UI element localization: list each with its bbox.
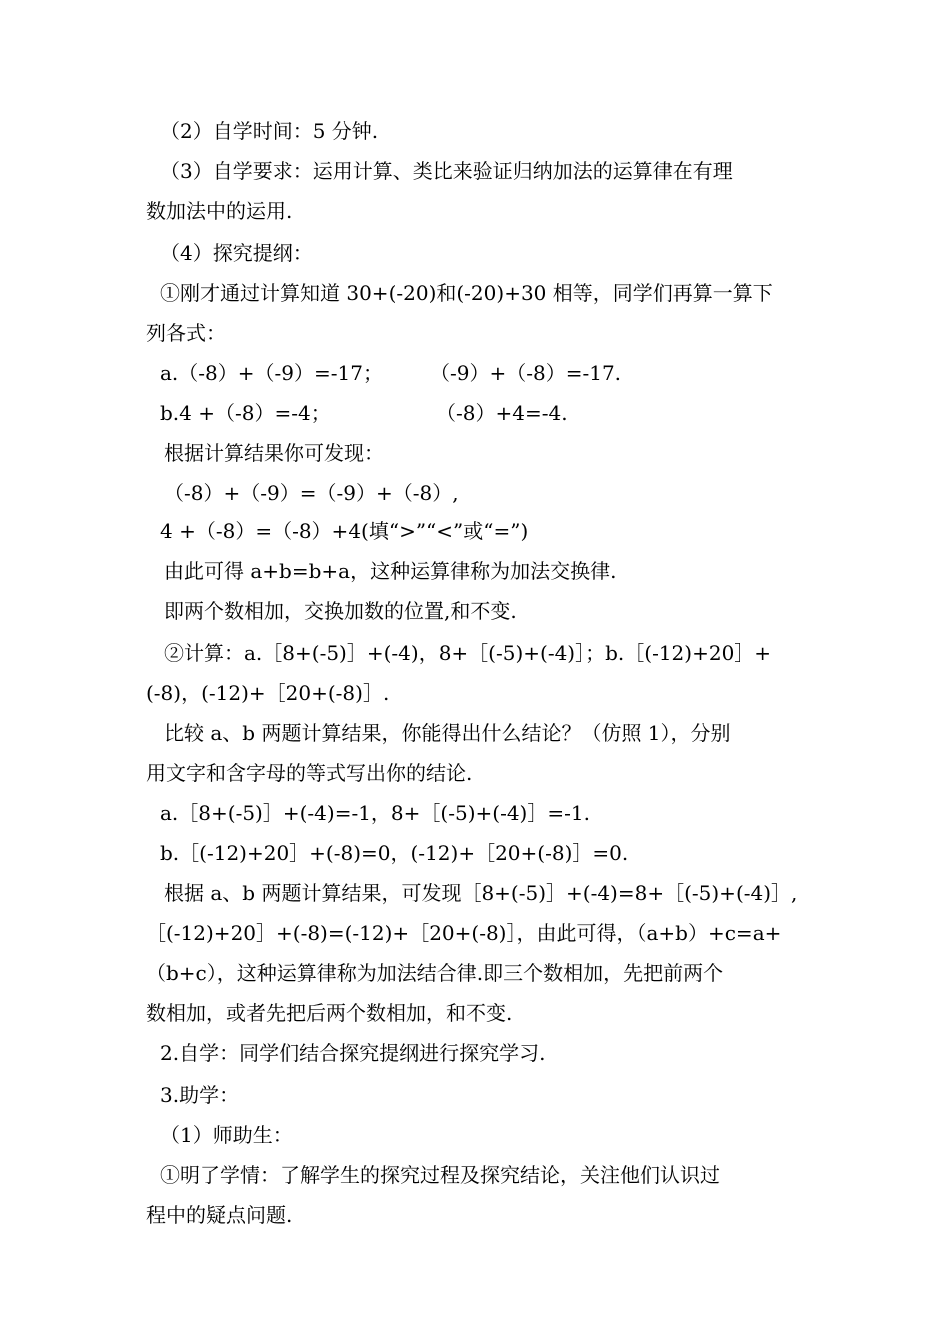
text-line: a.（-8）+（-9）=-17； — [160, 361, 383, 385]
text-line: b.［(-12)+20］+(-8)=0，(-12)+［20+(-8)］=0. — [160, 841, 629, 865]
text-line: （-8）+（-9）=（-9）+（-8）, — [164, 481, 459, 505]
text-line: 4 +（-8）=（-8）+4(填“>”“<”或“=”) — [160, 519, 529, 543]
text-line: （b+c），这种运算律称为加法结合律.即三个数相加，先把前两个 — [146, 961, 724, 985]
text-line: (-8)，(-12)+［20+(-8)］. — [146, 681, 390, 705]
text-line: ①刚才通过计算知道 30+(-20)和(-20)+30 相等，同学们再算一算下 — [160, 281, 773, 305]
text-line: （2）自学时间：5 分钟. — [160, 119, 379, 143]
text-line: a.［8+(-5)］+(-4)=-1，8+［(-5)+(-4)］=-1. — [160, 801, 590, 825]
text-line: （1）师助生： — [160, 1123, 293, 1147]
text-line: （-8）+4=-4. — [436, 401, 568, 425]
text-line: 数相加，或者先把后两个数相加，和不变. — [146, 1001, 513, 1025]
text-line: ②计算：a.［8+(-5)］+(-4)，8+［(-5)+(-4)］；b.［(-12)+20］+ — [164, 641, 772, 665]
text-line: 比较 a、b 两题计算结果，你能得出什么结论？（仿照 1），分别 — [164, 721, 731, 745]
text-line: 根据 a、b 两题计算结果，可发现［8+(-5)］+(-4)=8+［(-5)+(-4)］, — [164, 881, 798, 905]
text-line: 根据计算结果你可发现： — [164, 441, 384, 465]
text-line: （4）探究提纲： — [160, 241, 313, 265]
text-line: 用文字和含字母的等式写出你的结论. — [146, 761, 473, 785]
text-line: （3）自学要求：运用计算、类比来验证归纳加法的运算律在有理 — [160, 159, 733, 183]
text-line: 列各式： — [146, 321, 226, 345]
text-line: 2.自学：同学们结合探究提纲进行探究学习. — [160, 1041, 546, 1065]
text-line: ［(-12)+20］+(-8)=(-12)+［20+(-8)］，由此可得，（a+b）+c=a+ — [146, 921, 782, 945]
text-line: b.4 +（-8）=-4； — [160, 401, 331, 425]
text-line: 由此可得 a+b=b+a，这种运算律称为加法交换律. — [164, 559, 617, 583]
text-line: 3.助学： — [160, 1083, 240, 1107]
text-line: ①明了学情：了解学生的探究过程及探究结论，关注他们认识过 — [160, 1163, 720, 1187]
text-line: 程中的疑点问题. — [146, 1203, 293, 1227]
text-line: 数加法中的运用. — [146, 199, 293, 223]
text-line: 即两个数相加，交换加数的位置,和不变. — [164, 599, 517, 623]
text-line: （-9）+（-8）=-17. — [430, 361, 622, 385]
